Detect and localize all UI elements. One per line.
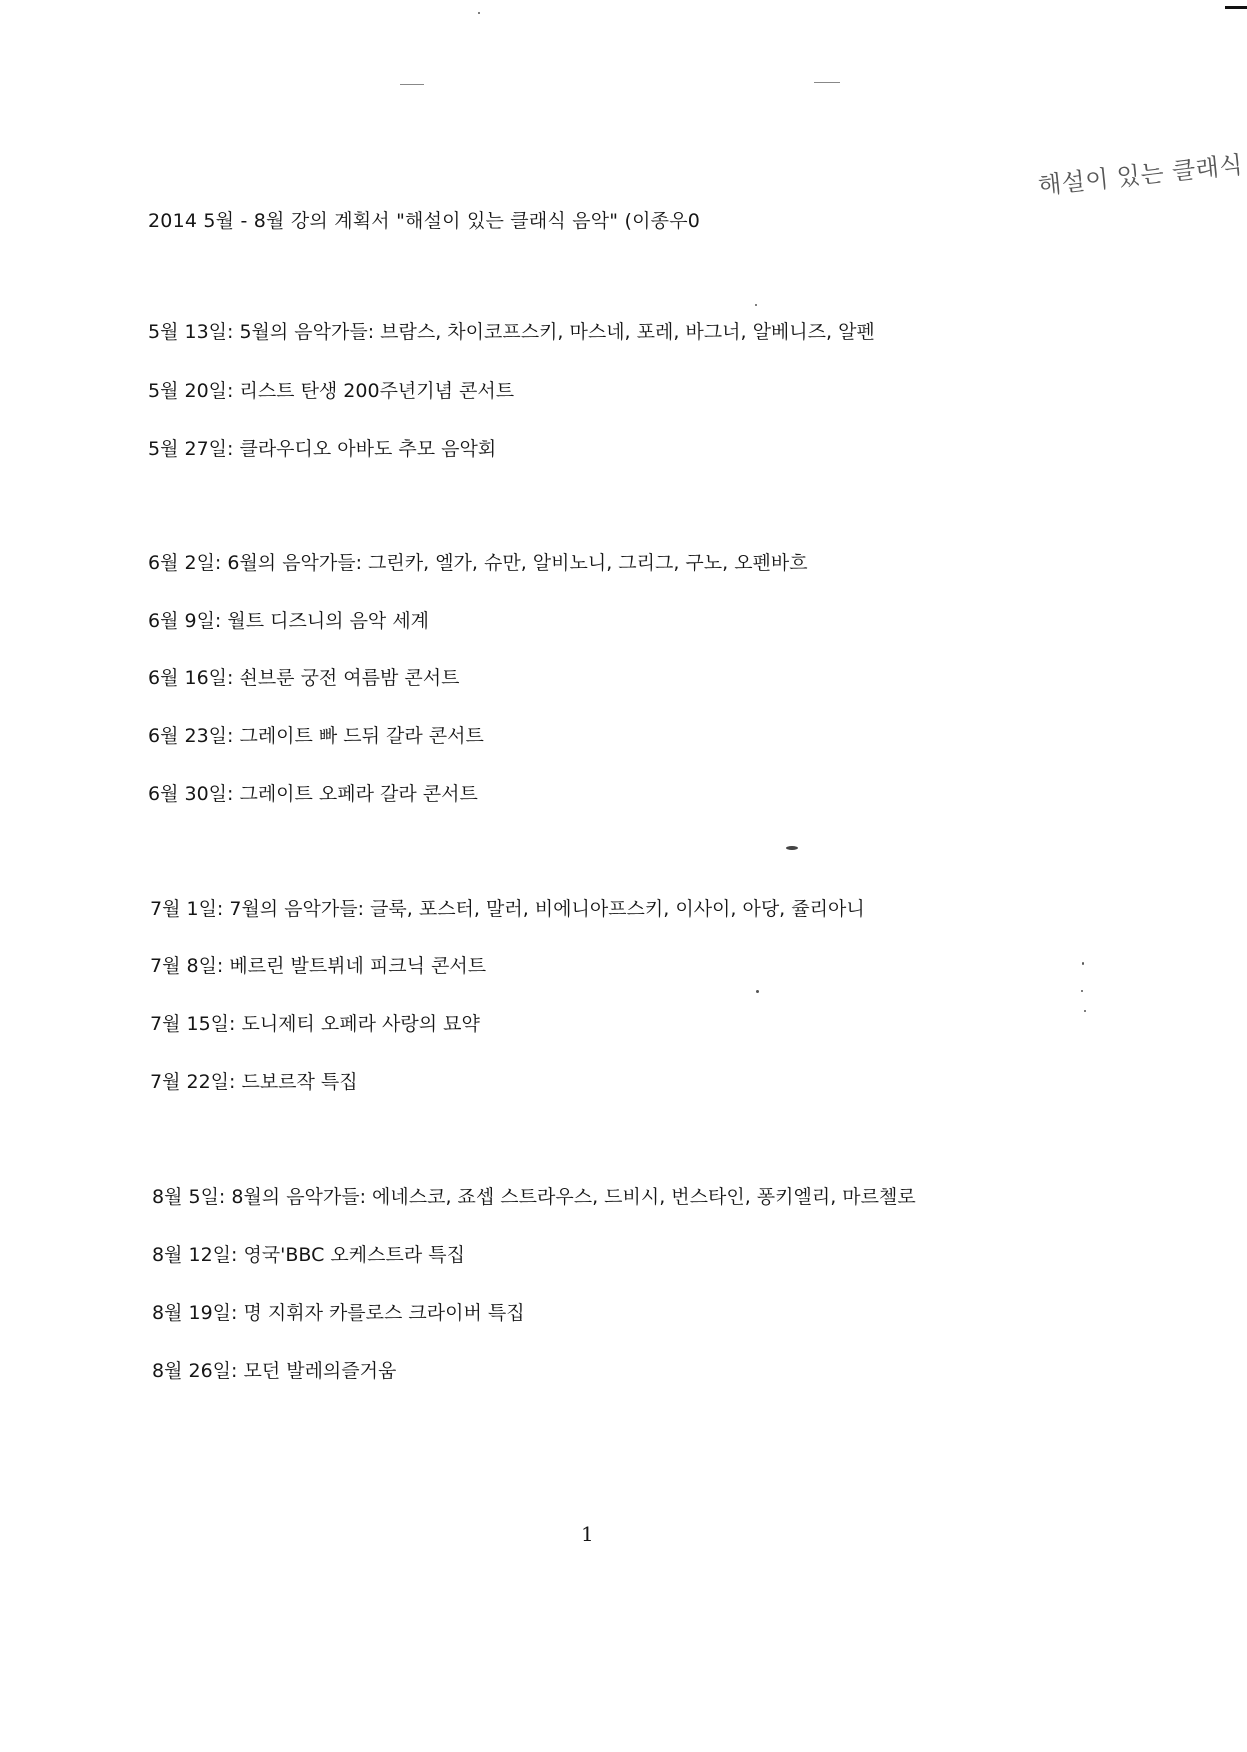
scan-speck <box>756 990 759 993</box>
entry-text: 5월의 음악가들: 브람스, 차이코프스키, 마스네, 포레, 바그너, 알베니즈, 알펜 <box>233 321 875 343</box>
entry-date: 6월 16일: <box>148 667 234 689</box>
entry-date: 8월 12일: <box>152 1244 238 1266</box>
entry-date: 5월 27일: <box>148 438 234 460</box>
scan-speck <box>1082 962 1084 965</box>
entry-date: 7월 15일: <box>150 1013 236 1035</box>
entry-text: 쇤브룬 궁전 여름밤 콘서트 <box>233 667 460 689</box>
entry-text: 리스트 탄생 200주년기념 콘서트 <box>233 380 515 402</box>
schedule-entry <box>150 1012 480 1036</box>
entry-date: 7월 22일: <box>150 1071 236 1093</box>
schedule-entry <box>152 1301 525 1325</box>
schedule-entry <box>148 724 484 748</box>
handwritten-note: 해설이 있는 클래식 <box>1036 150 1245 200</box>
document-title: 2014 5월 - 8월 강의 계획서 "해설이 있는 클래식 음악" (이종우0 <box>148 210 701 232</box>
schedule-entry <box>148 379 514 403</box>
scan-mark <box>400 84 424 85</box>
scan-edge-mark <box>1225 6 1247 9</box>
entry-date: 6월 9일: <box>148 610 222 632</box>
entry-text: 클라우디오 아바도 추모 음악회 <box>233 438 497 460</box>
schedule-entry <box>148 551 808 575</box>
page-number: 1 <box>581 1522 594 1546</box>
entry-text: 영국'BBC 오케스트라 특집 <box>237 1244 465 1266</box>
entry-text: 베르린 발트뷔네 피크닉 콘서트 <box>223 955 487 977</box>
entry-date: 8월 5일: <box>152 1186 226 1208</box>
entry-text: 그레이트 빠 드뒤 갈라 콘서트 <box>233 725 484 747</box>
entry-text: 드보르작 특집 <box>235 1071 358 1093</box>
schedule-entry <box>148 437 496 461</box>
schedule-entry <box>148 782 478 806</box>
entry-date: 7월 8일: <box>150 955 224 977</box>
entry-date: 8월 26일: <box>152 1360 238 1382</box>
schedule-entry <box>148 609 429 633</box>
entry-text: 명 지휘자 카를로스 크라이버 특집 <box>237 1302 525 1324</box>
scan-speck <box>755 304 757 306</box>
entry-text: 8월의 음악가들: 에네스코, 죠셉 스트라우스, 드비시, 번스타인, 퐁키엘리, 마르첼로 <box>225 1186 916 1208</box>
entry-date: 8월 19일: <box>152 1302 238 1324</box>
schedule-entry <box>150 897 865 921</box>
entry-date: 6월 23일: <box>148 725 234 747</box>
entry-date: 6월 2일: <box>148 552 222 574</box>
schedule-entry <box>152 1185 916 1209</box>
entry-text: 월트 디즈니의 음악 세계 <box>221 610 430 632</box>
scan-speck <box>1081 990 1083 992</box>
scan-speck <box>1084 1010 1086 1012</box>
schedule-entry <box>152 1243 465 1267</box>
schedule-entry <box>150 954 486 978</box>
entry-text: 도니제티 오페라 사랑의 묘약 <box>235 1013 480 1035</box>
entry-date: 5월 20일: <box>148 380 234 402</box>
schedule-entry <box>148 666 459 690</box>
entry-text: 7월의 음악가들: 글룩, 포스터, 말러, 비에니아프스키, 이사이, 아당, 쥴리아니 <box>223 898 865 920</box>
schedule-entry <box>148 320 875 344</box>
scan-speck <box>478 12 480 14</box>
entry-text: 모던 발레의즐거움 <box>237 1360 397 1382</box>
scan-speck <box>786 846 798 850</box>
entry-text: 그레이트 오페라 갈라 콘서트 <box>233 783 478 805</box>
entry-date: 7월 1일: <box>150 898 224 920</box>
schedule-entry <box>152 1359 396 1383</box>
scan-mark <box>814 82 840 83</box>
entry-date: 6월 30일: <box>148 783 234 805</box>
schedule-entry <box>150 1070 358 1094</box>
entry-text: 6월의 음악가들: 그린카, 엘가, 슈만, 알비노니, 그리그, 구노, 오펜바흐 <box>221 552 808 574</box>
entry-date: 5월 13일: <box>148 321 234 343</box>
